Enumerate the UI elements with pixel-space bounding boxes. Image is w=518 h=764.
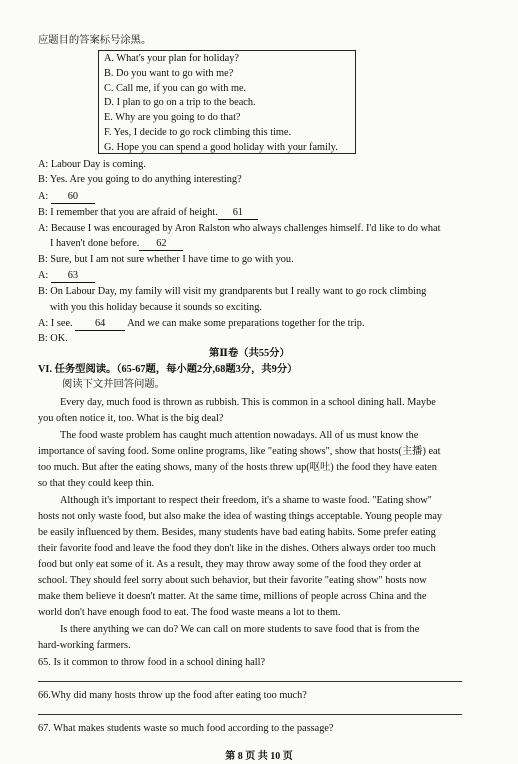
passage-line: importance of saving food. Some online programs, like "eating shows", show that hosts(主播) eat [38,446,441,457]
option-a: A. What's your plan for holiday? [104,53,239,64]
passage-line: be easily influenced by them. Besides, many students have bad eating habits. Some prefer eating [38,527,436,538]
passage-line: make them believe it doesn't matter. At the same time, millions of people across China and the [38,591,427,602]
dialogue-line [38,268,95,283]
passage-line: hard-working farmers. [38,640,131,651]
option-f: F. Yes, I decide to go rock climbing this time. [104,126,292,138]
page-footer: 第 8 页 共 10 页 [225,751,293,762]
passage-line: school. They should feel sorry about such behavior, but their favorite "eating show" hosts now [38,575,427,586]
passage-line: too much. But after the eating shows, many of the hosts threw up(呕吐) the food they have eaten [38,462,437,473]
passage-line: food but only eat some of it. As a result, they may throw away some of the food they order at [38,559,422,570]
passage-line: so that they could keep thin. [38,478,155,489]
passage-line: The food waste problem has caught much attention nowadays. All of us must know the [60,430,419,441]
answer-line-66[interactable] [38,714,462,715]
dialogue-line: B: Yes. Are you going to do anything interesting? [38,174,242,185]
blank-63: 63 [51,270,95,283]
dialogue-line: A: Because I was encouraged by Aron Ralston who always challenges himself. I'd like to do what [38,223,441,234]
dialogue-line [38,189,95,204]
dialogue-text: A: I see. [38,318,73,329]
task-instruction: 阅读下文并回答问题。 [62,379,165,390]
dialogue-line: B: OK. [38,333,68,344]
passage-line: Every day, much food is thrown as rubbish. This is common in a school dining hall. Maybe [60,397,436,408]
option-b: B. Do you want to go with me? [104,67,234,79]
dialogue-line [38,316,365,331]
dialogue-line: A: Labour Day is coming. [38,159,146,170]
passage-line: you often notice it, too. What is the big deal? [38,413,224,424]
answer-line-65[interactable] [38,681,462,682]
passage-line: their favorite food and leave the food they don't like in the dishes. Others always order too much [38,543,436,554]
question-67: 67. What makes students waste so much food according to the passage? [38,723,334,734]
dialogue-line: B: Sure, but I am not sure whether I have time to go with you. [38,254,294,265]
dialogue-line [50,236,183,251]
question-66: 66.Why did many hosts throw up the food after eating too much? [38,690,307,701]
blank-61: 61 [218,207,258,220]
top-instruction: 应题目的答案标号涂黑。 [38,35,152,46]
section-title: 第Ⅱ卷（共55分） [209,348,290,359]
options-box [98,50,356,154]
blank-64: 64 [75,318,125,331]
option-g: G. Hope you can spend a good holiday with your family. [104,141,338,153]
dialogue-text: I haven't done before. [50,238,140,249]
speaker-a: A: [38,270,49,281]
task-heading: VI. 任务型阅读。（65-67题，每小题2分,68题3分，共9分） [38,364,298,375]
dialogue-line: with you this holiday because it sounds so exciting. [50,302,262,313]
question-65: 65. Is it common to throw food in a school dining hall? [38,657,266,668]
dialogue-line [38,205,258,220]
blank-60: 60 [51,191,95,204]
option-c: C. Call me, if you can go with me. [104,82,247,94]
passage-line: hosts not only waste food, but also make the idea of wasting things acceptable. Young people may [38,511,443,522]
option-d: D. I plan to go on a trip to the beach. [104,97,256,109]
passage-line: Is there anything we can do? We can call on more students to save food that is from the [60,624,420,635]
dialogue-line: B: On Labour Day, my family will visit my grandparents but I really want to go rock climbing [38,286,427,297]
speaker-a: A: [38,191,49,202]
blank-62: 62 [139,238,183,251]
passage-line: world don't have enough food to eat. The food waste means a lot to them. [38,607,341,618]
dialogue-text: And we can make some preparations together for the trip. [127,318,365,329]
passage-line: Although it's important to respect their freedom, it's a shame to waste food. "Eating show" [60,495,432,506]
dialogue-text: B: I remember that you are afraid of height. [38,207,218,218]
option-e: E. Why are you going to do that? [104,112,241,124]
